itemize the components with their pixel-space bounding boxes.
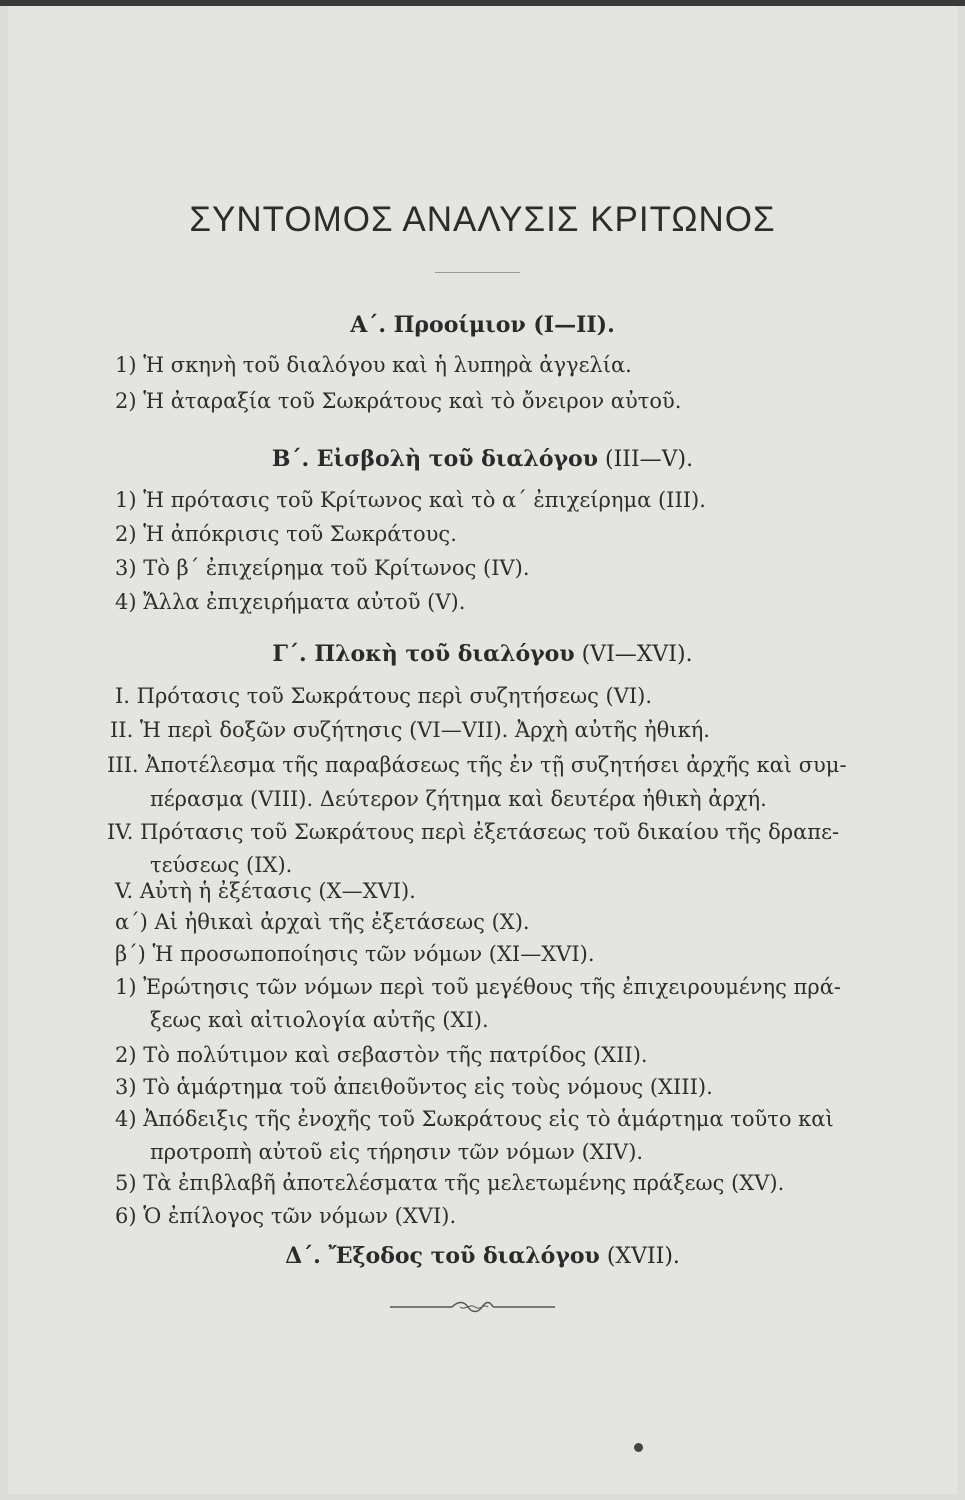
list-item: 3) Τὸ ἁμάρτημα τοῦ ἀπειθοῦντος εἰς τοὺς νόμους (XIII). bbox=[115, 1075, 713, 1099]
list-item: V. Αὐτὴ ἡ ἐξέτασις (X—XVI). bbox=[115, 879, 416, 903]
section-d-range: (XVII). bbox=[606, 1244, 680, 1269]
list-item: 2) Τὸ πολύτιμον καὶ σεβαστὸν τῆς πατρίδος (XII). bbox=[115, 1043, 648, 1067]
list-item: I. Πρότασις τοῦ Σωκράτους περὶ συζητήσεως (VI). bbox=[115, 684, 653, 708]
list-item: 5) Τὰ ἐπιβλαβῆ ἀποτελέσματα τῆς μελετωμένης πράξεως (XV). bbox=[115, 1171, 785, 1195]
section-b-title: Β΄. Εἰσβολὴ τοῦ διαλόγου bbox=[271, 446, 598, 472]
list-item: β΄) Ἡ προσωποποίησις τῶν νόμων (XI—XVI). bbox=[115, 942, 595, 966]
section-d-title: Δ΄. Ἔξοδος τοῦ διαλόγου bbox=[285, 1243, 600, 1269]
section-c-title: Γ΄. Πλοκὴ τοῦ διαλόγου bbox=[272, 641, 575, 667]
list-item: 2) Ἡ ἀπόκρισις τοῦ Σωκράτους. bbox=[115, 522, 457, 546]
list-item: III. Ἀποτέλεσμα τῆς παραβάσεως τῆς ἐν τῇ συζητήσει ἀρχῆς καὶ συμ- bbox=[107, 753, 847, 777]
ink-dot bbox=[634, 1443, 643, 1452]
list-item-continuation: ξεως καὶ αἰτιολογία αὐτῆς (XI). bbox=[150, 1008, 489, 1032]
title-rule bbox=[435, 272, 520, 273]
list-item: 6) Ὁ ἐπίλογος τῶν νόμων (XVI). bbox=[115, 1204, 457, 1228]
section-c-range: (VI—XVI). bbox=[581, 642, 693, 667]
list-item: 1) Ἡ σκηνὴ τοῦ διαλόγου καὶ ἡ λυπηρὰ ἀγγελία. bbox=[115, 353, 632, 377]
section-b-range: (ΙΙΙ—V). bbox=[605, 447, 694, 472]
section-d-heading bbox=[0, 1243, 965, 1269]
list-item: IV. Πρότασις τοῦ Σωκράτους περὶ ἐξετάσεως τοῦ δικαίου τῆς δραπε- bbox=[107, 820, 840, 844]
section-b-heading bbox=[0, 446, 965, 472]
section-c-heading bbox=[0, 641, 965, 667]
list-item: II. Ἡ περὶ δοξῶν συζήτησις (VI—VII). Ἀρχὴ αὐτῆς ἠθική. bbox=[110, 718, 710, 742]
list-item: 4) Ἀπόδειξις τῆς ἐνοχῆς τοῦ Σωκράτους εἰς τὸ ἁμάρτημα τοῦτο καὶ bbox=[115, 1107, 834, 1131]
list-item: α΄) Αἱ ἠθικαὶ ἀρχαὶ τῆς ἐξετάσεως (X). bbox=[115, 910, 530, 934]
list-item: 2) Ἡ ἀταραξία τοῦ Σωκράτους καὶ τὸ ὄνειρον αὐτοῦ. bbox=[115, 389, 682, 413]
list-item: 4) Ἄλλα ἐπιχειρήματα αὐτοῦ (V). bbox=[115, 590, 466, 614]
list-item: 1) Ἡ πρότασις τοῦ Κρίτωνος καὶ τὸ α΄ ἐπιχείρημα (ΙΙΙ). bbox=[115, 488, 706, 512]
list-item: 3) Τὸ β΄ ἐπιχείρημα τοῦ Κρίτωνος (IV). bbox=[115, 556, 530, 580]
section-a-heading bbox=[0, 312, 965, 338]
list-item-continuation: πέρασμα (VIII). Δεύτερον ζήτημα καὶ δευτέρα ἠθικὴ ἀρχή. bbox=[150, 787, 767, 811]
list-item-continuation: τεύσεως (IX). bbox=[150, 853, 293, 877]
list-item-continuation: προτροπὴ αὐτοῦ εἰς τήρησιν τῶν νόμων (XIV). bbox=[150, 1140, 644, 1164]
list-item: 1) Ἐρώτησις τῶν νόμων περὶ τοῦ μεγέθους τῆς ἐπιχειρουμένης πρά- bbox=[115, 975, 841, 999]
ornament-divider bbox=[390, 1300, 555, 1314]
document-title: ΣΥΝΤΟΜΟΣ ΑΝΑΛΥΣΙΣ ΚΡΙΤΩΝΟΣ bbox=[189, 200, 776, 239]
section-a-title: Α΄. Προοίμιον (Ι—ΙΙ). bbox=[350, 312, 615, 338]
